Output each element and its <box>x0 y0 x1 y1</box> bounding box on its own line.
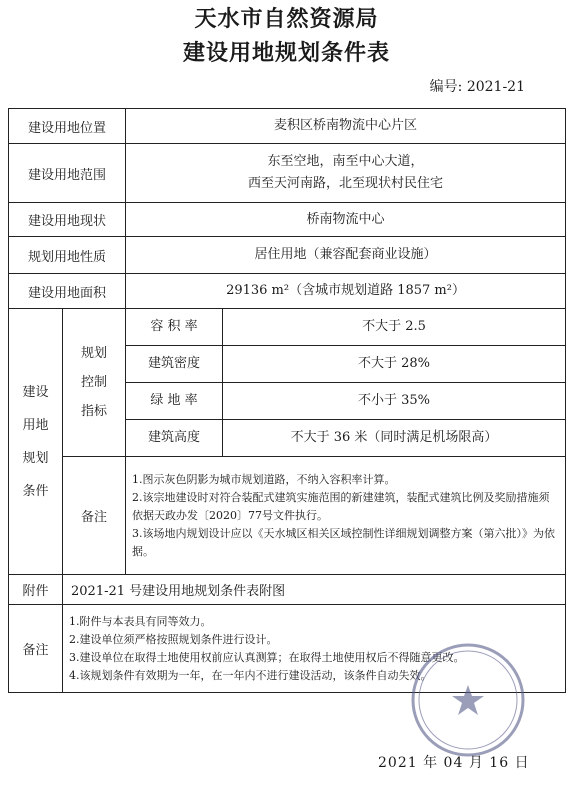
date-year: 2021 <box>378 755 418 771</box>
indicator-name: 容 积 率 <box>126 309 223 346</box>
range-line1: 东至空地，南至中心大道， <box>267 154 424 169</box>
row-area <box>9 274 566 309</box>
date-month-unit: 月 <box>468 755 484 771</box>
document-title-line2: 建设用地规划条件表 <box>182 40 390 66</box>
date-day: 16 <box>489 755 510 771</box>
doc-number-label: 编号: <box>429 79 463 95</box>
remark-notes <box>126 457 566 575</box>
row-range <box>9 144 566 203</box>
remark-item: 3.该场地内规划设计应以《天水城区相关区域控制性详细规划调整方案（第六批）》为依据。 <box>132 526 556 558</box>
notes-label: 备注 <box>9 605 63 693</box>
indicator-value: 不大于 2.5 <box>223 309 566 346</box>
doc-number-value: 2021-21 <box>466 79 525 95</box>
planning-conditions-table <box>8 108 566 693</box>
note-item: 4.该规划条件有效期为一年，在一年内不进行建设活动，该条件自动失效。 <box>69 668 432 682</box>
remark-item: 2.该宗地建设时对符合装配式建筑实施范围的新建建筑，装配式建筑比例及奖励措施须依据天政办发〔2020〕77号文件执行。 <box>132 490 550 522</box>
remark-item: 1.图示灰色阴影为城市规划道路，不纳入容积率计算。 <box>132 472 396 486</box>
indicator-value: 不小于 35% <box>223 383 566 420</box>
control-indicators-label: 规划 控制 指标 <box>63 309 126 457</box>
indicator-name: 建筑密度 <box>126 346 223 383</box>
row-location <box>9 109 566 144</box>
indicator-value: 不大于 28% <box>223 346 566 383</box>
range-label: 建设用地范围 <box>9 144 126 203</box>
conditions-label: 建设 用地 规划 条件 <box>9 309 63 575</box>
note-item: 1.附件与本表具有同等效力。 <box>69 614 212 628</box>
range-value <box>126 144 566 203</box>
row-remarks <box>9 457 566 575</box>
indicator-name: 建筑高度 <box>126 420 223 457</box>
status-value: 桥南物流中心 <box>126 203 566 237</box>
date-day-unit: 日 <box>514 755 530 771</box>
attachment-value: 2021-21 号建设用地规划条件表附图 <box>63 575 566 605</box>
nature-label: 规划用地性质 <box>9 237 126 274</box>
note-item: 3.建设单位在取得土地使用权前应认真测算；在取得土地使用权后不得随意更改。 <box>69 650 465 664</box>
location-label: 建设用地位置 <box>9 109 126 144</box>
remark-label: 备注 <box>63 457 126 575</box>
range-line2: 西至天河南路，北至现状村民住宅 <box>248 176 444 191</box>
row-attachment <box>9 575 566 605</box>
nature-value: 居住用地（兼容配套商业设施） <box>126 237 566 274</box>
official-seal-stamp <box>408 640 528 760</box>
document-number <box>430 76 525 96</box>
indicator-row <box>9 309 566 346</box>
document-title-line1: 天水市自然资源局 <box>194 6 379 32</box>
row-status <box>9 203 566 237</box>
row-nature <box>9 237 566 274</box>
note-item: 2.建设单位须严格按照规划条件进行设计。 <box>69 632 278 646</box>
indicator-value: 不大于 36 米（同时满足机场限高） <box>223 420 566 457</box>
attachment-label: 附件 <box>9 575 63 605</box>
indicator-name: 绿 地 率 <box>126 383 223 420</box>
date-year-unit: 年 <box>423 755 439 771</box>
location-value: 麦积区桥南物流中心片区 <box>126 109 566 144</box>
date-month: 04 <box>443 755 464 771</box>
status-label: 建设用地现状 <box>9 203 126 237</box>
area-label: 建设用地面积 <box>9 274 126 309</box>
area-value: 29136 m²（含城市规划道路 1857 m²） <box>126 274 566 309</box>
issue-date <box>378 752 530 772</box>
